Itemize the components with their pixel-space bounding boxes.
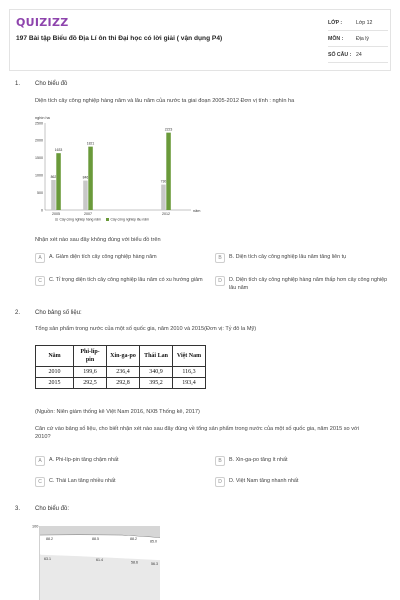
y-tick-label: 0 <box>41 208 43 213</box>
option-d[interactable] <box>215 477 390 487</box>
y-tick-label: 100 <box>32 524 39 529</box>
table-row <box>36 367 206 378</box>
option-a[interactable] <box>35 253 205 263</box>
data-label: 56.3 <box>151 562 158 567</box>
legend-label: Cây công nghiệp lâu năm <box>110 217 149 222</box>
data-label: 1633 <box>54 148 63 153</box>
x-tick-label: 2005 <box>52 212 60 216</box>
question-number: 1. <box>15 81 21 87</box>
data-label: 61.4 <box>96 558 103 563</box>
option-b[interactable] <box>215 253 390 263</box>
option-c[interactable] <box>35 477 205 487</box>
table-row <box>36 378 206 389</box>
data-label: 88.2 <box>46 537 53 542</box>
option-text: C. Thái Lan tăng nhiều nhất <box>49 478 116 484</box>
document-title: 197 Bài tập Biểu đồ Địa Lí ôn thi Đại học có lời giải ( vận dụng P4) <box>16 35 223 42</box>
x-tick-label: 2012 <box>162 212 170 216</box>
y-tick-label: 500 <box>37 190 43 195</box>
legend-swatch <box>106 218 109 221</box>
data-label: 88.2 <box>130 537 137 542</box>
y-tick-label: 2500 <box>35 121 43 126</box>
option-letter: A <box>35 253 45 263</box>
table-cell: 2015 <box>36 378 74 389</box>
option-d[interactable] <box>215 276 390 292</box>
table-caption: Tổng sản phẩm trong nước của một số quốc gia, năm 2010 và 2015(Đơn vị: Tỷ đô la Mỹ) <box>35 326 257 332</box>
option-letter: D <box>215 276 225 286</box>
table-header-row <box>36 346 206 367</box>
question-text: Nhận xét nào sau đây không đúng với biểu đồ trên <box>35 237 161 243</box>
meta-value: Lớp 12 <box>356 19 373 26</box>
bar-chart <box>33 113 203 229</box>
y-tick-label: 2000 <box>35 138 43 143</box>
meta-key: SỐ CÂU : <box>328 51 352 58</box>
option-letter: B <box>215 456 225 466</box>
option-letter: A <box>35 456 45 466</box>
option-letter: C <box>35 477 45 487</box>
data-label: 2223 <box>164 127 173 132</box>
column-header: Phi-líp-pin <box>74 346 107 367</box>
column-header: Xin-ga-po <box>107 346 140 367</box>
area-chart <box>32 522 162 600</box>
option-text: A. Giảm diện tích cây công nghiệp hàng năm <box>49 254 157 260</box>
table-cell: 395,2 <box>140 378 173 389</box>
table-cell: 193,4 <box>173 378 206 389</box>
data-label: 862 <box>50 175 57 180</box>
option-text: C. Tỉ trọng diện tích cây công nghiệp lâu năm có xu hướng giảm <box>49 277 203 283</box>
column-header: Thái Lan <box>140 346 173 367</box>
meta-row-count <box>328 47 388 63</box>
meta-table <box>328 15 388 63</box>
table-cell: 292,8 <box>107 378 140 389</box>
meta-row-grade <box>328 15 388 31</box>
meta-key: LỚP : <box>328 19 343 26</box>
question-text: Căn cứ vào bảng số liệu, cho biết nhận xét nào sau đây đúng về tổng sản phẩm trong nước của một số quốc gia, năm 2015 so với 2010? <box>35 426 359 440</box>
question-number: 3. <box>15 506 21 512</box>
chart-caption: Diện tích cây công nghiệp hàng năm và lâu năm của nước ta giai đoạn 2005-2012 Đơn vị tính : nghìn ha <box>35 98 295 104</box>
option-text: D. Việt Nam tăng nhanh nhất <box>229 478 299 484</box>
document-header <box>9 9 391 71</box>
data-label: 1821 <box>86 141 95 146</box>
option-a[interactable] <box>35 456 205 466</box>
quizizz-logo[interactable]: QUIZIZZ <box>16 16 69 29</box>
table-cell: 340,9 <box>140 367 173 378</box>
meta-value: 24 <box>356 51 362 58</box>
data-table <box>35 345 206 389</box>
column-header: Năm <box>36 346 74 367</box>
table-source: (Nguồn: Niên giám thống kê Việt Nam 2016, NXB Thống kê, 2017) <box>35 409 200 415</box>
option-text: D. Diện tích cây công nghiệp hàng năm thấp hơn cây công nghiệp lâu năm <box>229 277 388 291</box>
option-letter: B <box>215 253 225 263</box>
table-cell: 236,4 <box>107 367 140 378</box>
data-label: 58.6 <box>131 560 138 565</box>
table-cell: 116,3 <box>173 367 206 378</box>
bar <box>88 147 93 210</box>
data-label: 88.5 <box>92 536 99 541</box>
question-lead: Cho biểu đồ: <box>35 506 70 512</box>
data-label: 63.1 <box>44 556 51 561</box>
option-text: A. Phi-líp-pin tăng chậm nhất <box>49 457 119 463</box>
legend-label: Cây công nghiệp hàng năm <box>59 217 101 222</box>
y-axis-label: nghìn ha <box>35 116 50 120</box>
bar <box>56 153 61 210</box>
legend-swatch <box>55 218 58 221</box>
option-letter: C <box>35 276 45 286</box>
bar <box>166 133 171 210</box>
table-cell: 2010 <box>36 367 74 378</box>
question-lead: Cho bảng số liệu: <box>35 310 82 316</box>
bar <box>83 181 88 210</box>
option-c[interactable] <box>35 276 215 286</box>
data-label: 730 <box>160 179 167 184</box>
y-tick-label: 1000 <box>35 173 43 178</box>
meta-row-subject <box>328 31 388 47</box>
option-b[interactable] <box>215 456 390 466</box>
table-cell: 199,6 <box>74 367 107 378</box>
data-label: 85.0 <box>150 539 157 544</box>
y-tick-label: 1500 <box>35 156 43 161</box>
question-number: 2. <box>15 310 21 316</box>
x-axis-label: năm <box>193 209 201 213</box>
option-text: B. Diện tích cây công nghiệp lâu năm tăng liên tụ <box>229 254 347 260</box>
meta-key: MÔN : <box>328 35 344 42</box>
table-cell: 292,5 <box>74 378 107 389</box>
x-tick-label: 2007 <box>84 212 92 216</box>
column-header: Việt Nam <box>173 346 206 367</box>
bar <box>161 185 166 210</box>
data-label: 846 <box>82 175 89 180</box>
bar <box>51 180 56 210</box>
option-text: B. Xin-ga-po tăng ít nhất <box>229 457 288 463</box>
question-lead: Cho biểu đồ <box>35 81 68 87</box>
option-letter: D <box>215 477 225 487</box>
meta-value: Địa lý <box>356 35 369 42</box>
